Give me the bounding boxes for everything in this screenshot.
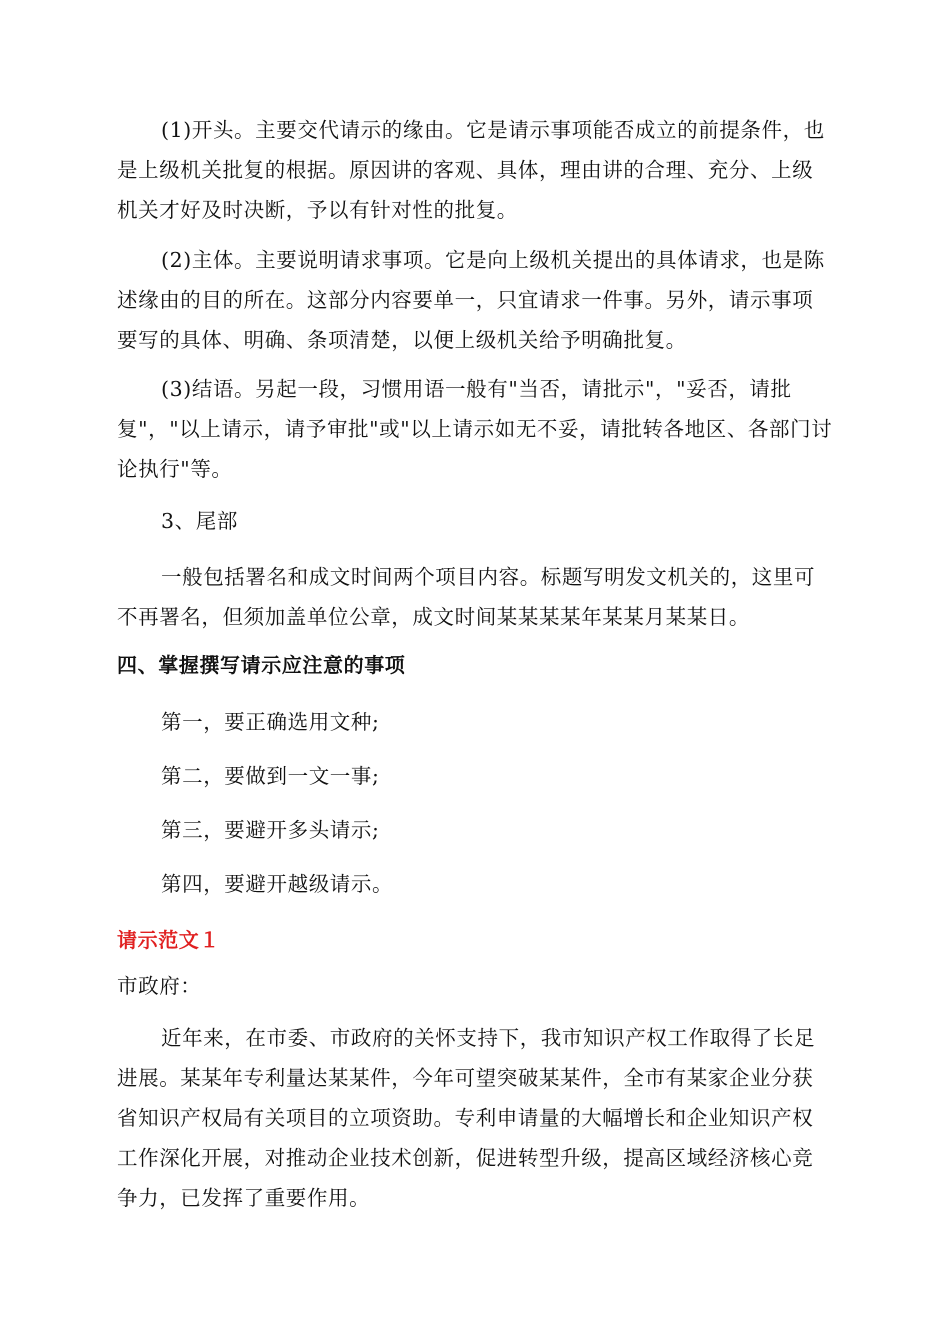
- list-item-4: 第四，要避开越级请示。: [161, 872, 394, 896]
- paragraph-ending: 一般包括署名和成文时间两个项目内容。标题写明发文机关的，这里可不再署名，但须加盖单位公章，成文时间某某某某年某某月某某日。: [117, 565, 816, 629]
- section-ending-label: 3、尾部: [161, 509, 238, 533]
- list-item-1: 第一，要正确选用文种;: [161, 710, 380, 734]
- paragraph-sample-body: 近年来，在市委、市政府的关怀支持下，我市知识产权工作取得了长足进展。某某年专利量达某某件，今年可望突破某某件，全市有某家企业分获省知识产权局有关项目的立项资助。专利申请量的大幅增长和企业知识产权工作深化开展，对推动企业技术创新，促进转型升级，提高区域经济核心竞争力，已发挥了重要作用。: [117, 1026, 816, 1210]
- paragraph-opening: (1)开头。主要交代请示的缘由。它是请示事项能否成立的前提条件，也是上级机关批复的根据。原因讲的客观、具体，理由讲的合理、充分、上级机关才好及时决断，予以有针对性的批复。: [117, 118, 825, 222]
- section-heading-4: 四、掌握撰写请示应注意的事项: [117, 653, 406, 677]
- paragraph-body: (2)主体。主要说明请求事项。它是向上级机关提出的具体请求，也是陈述缘由的目的所在。这部分内容要单一，只宜请求一件事。另外，请示事项要写的具体、明确、条项清楚，以便上级机关给予明确批复。: [117, 248, 825, 352]
- list-item-2: 第二，要做到一文一事;: [161, 764, 380, 788]
- list-item-3: 第三，要避开多头请示;: [161, 818, 380, 842]
- sample-title: 请示范文１: [117, 928, 220, 952]
- addressee: 市政府：: [117, 974, 202, 998]
- paragraph-closing: (3)结语。另起一段，习惯用语一般有"当否，请批示"，"妥否，请批复"，"以上请示，请予审批"或"以上请示如无不妥，请批转各地区、各部门讨论执行"等。: [117, 377, 833, 481]
